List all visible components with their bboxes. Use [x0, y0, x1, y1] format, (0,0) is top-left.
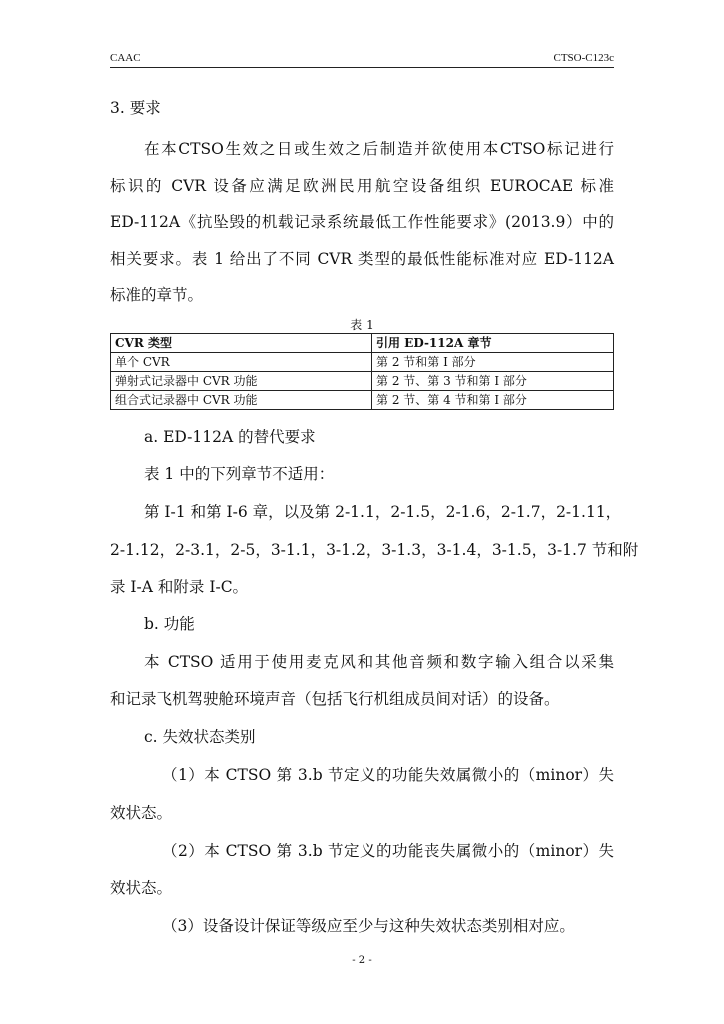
c-item-1-line-2: 效状态。: [110, 804, 173, 822]
intro-line-4: 相关要求。表 1 给出了不同 CVR 类型的最低性能标准对应 ED-112A: [110, 250, 614, 268]
c-heading: c. 失效状态类别: [144, 728, 256, 746]
c-item-2-line-1: （2）本 CTSO 第 3.b 节定义的功能丧失属微小的（minor）失: [162, 842, 614, 860]
intro-line-1: 在本CTSO生效之日或生效之后制造并欲使用本CTSO标记进行: [144, 140, 614, 158]
intro-line-3: ED-112A《抗坠毁的机载记录系统最低工作性能要求》(2013.9）中的: [110, 213, 614, 231]
c-item-2-line-2: 效状态。: [110, 879, 173, 897]
table-row: [111, 372, 614, 391]
section-title: 3. 要求: [110, 99, 161, 117]
table-cell: 第 2 节、第 4 节和第 I 部分: [372, 391, 614, 410]
header-right: CTSO-C123c: [553, 52, 614, 64]
table-cell: 弹射式记录器中 CVR 功能: [111, 372, 372, 391]
a-heading: a. ED-112A 的替代要求: [144, 428, 316, 446]
table-header-cell: 引用 ED-112A 章节: [372, 334, 614, 353]
b-line-2: 和记录飞机驾驶舱环境声音（包括飞行机组成员间对话）的设备。: [110, 690, 560, 708]
b-line-1: 本 CTSO 适用于使用麦克风和其他音频和数字输入组合以采集: [144, 653, 614, 671]
a-line-4: 录 I-A 和附录 I-C。: [110, 578, 249, 596]
cvr-table: [110, 333, 614, 410]
table-header-cell: CVR 类型: [111, 334, 372, 353]
table-row: [111, 353, 614, 372]
a-line-3: 2-1.12，2-3.1，2-5，3-1.1，3-1.2，3-1.3，3-1.4，3-1.5，3-1.7 节和附: [110, 541, 639, 559]
table-caption: 表 1: [350, 318, 374, 332]
a-line-1: 表 1 中的下列章节不适用：: [144, 465, 335, 483]
table-cell: 第 2 节、第 3 节和第 I 部分: [372, 372, 614, 391]
header-rule: [110, 67, 614, 68]
a-line-2: 第 I-1 和第 I-6 章，以及第 2-1.1，2-1.5，2-1.6，2-1.7，2-1.11，: [144, 503, 622, 521]
page-number: - 2 -: [352, 955, 372, 966]
c-item-1-line-1: （1）本 CTSO 第 3.b 节定义的功能失效属微小的（minor）失: [162, 766, 614, 784]
intro-line-5: 标准的章节。: [110, 286, 204, 304]
header-left: CAAC: [110, 52, 141, 64]
intro-line-2: 标识的 CVR 设备应满足欧洲民用航空设备组织 EUROCAE 标准: [110, 177, 614, 195]
b-heading: b. 功能: [144, 615, 195, 633]
table-header-row: [111, 334, 614, 353]
table-row: [111, 391, 614, 410]
table-cell: 第 2 节和第 I 部分: [372, 353, 614, 372]
c-item-3: （3）设备设计保证等级应至少与这种失效状态类别相对应。: [162, 917, 575, 935]
table-cell: 组合式记录器中 CVR 功能: [111, 391, 372, 410]
table-cell: 单个 CVR: [111, 353, 372, 372]
